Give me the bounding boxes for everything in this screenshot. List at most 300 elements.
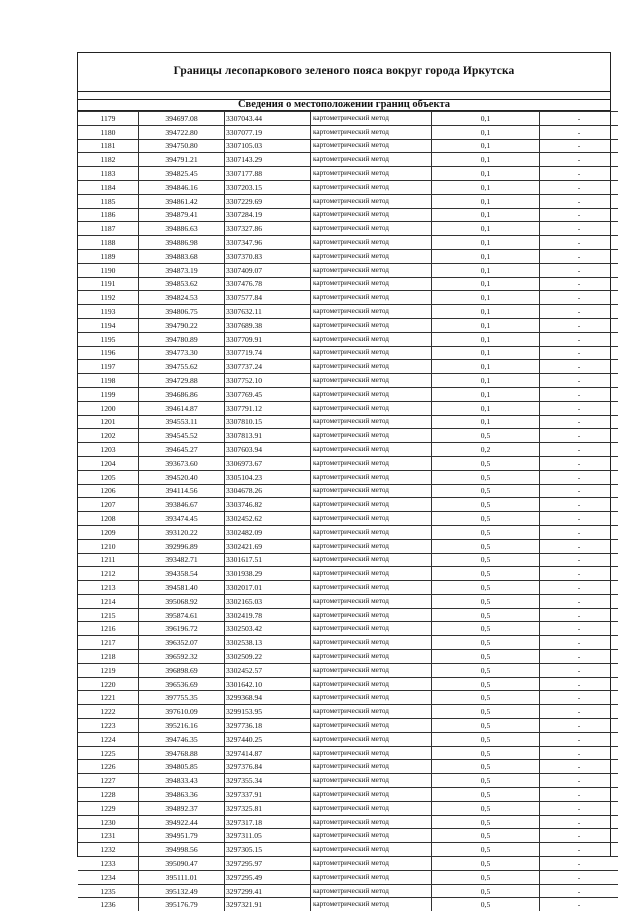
table-row	[78, 719, 618, 733]
point-number-cell: 1187	[78, 222, 139, 236]
table-row	[78, 884, 618, 898]
x-coordinate-cell: 393673.60	[139, 456, 225, 470]
table-row	[78, 387, 618, 401]
accuracy-cell: 0,1	[432, 401, 540, 415]
y-coordinate-cell: 3307476.78	[225, 277, 311, 291]
y-coordinate-cell: 3302509.22	[225, 650, 311, 664]
x-coordinate-cell: 394879.41	[139, 208, 225, 222]
description-cell: -	[540, 650, 619, 664]
table-row	[78, 677, 618, 691]
description-cell: -	[540, 167, 619, 181]
method-cell: картометрический метод	[311, 594, 432, 608]
point-number-cell: 1224	[78, 732, 139, 746]
x-coordinate-cell: 393474.45	[139, 512, 225, 526]
y-coordinate-cell: 3306973.67	[225, 456, 311, 470]
point-number-cell: 1181	[78, 139, 139, 153]
accuracy-cell: 0,1	[432, 360, 540, 374]
method-cell: картометрический метод	[311, 677, 432, 691]
x-coordinate-cell: 397610.09	[139, 705, 225, 719]
method-cell: картометрический метод	[311, 705, 432, 719]
y-coordinate-cell: 3305104.23	[225, 470, 311, 484]
description-cell: -	[540, 236, 619, 250]
table-row	[78, 870, 618, 884]
point-number-cell: 1184	[78, 180, 139, 194]
document-title: Границы лесопаркового зеленого пояса вокруг города Иркутска	[78, 65, 610, 77]
description-cell: -	[540, 456, 619, 470]
x-coordinate-cell: 394755.62	[139, 360, 225, 374]
method-cell: картометрический метод	[311, 801, 432, 815]
method-cell: картометрический метод	[311, 112, 432, 126]
method-cell: картометрический метод	[311, 374, 432, 388]
accuracy-cell: 0,1	[432, 236, 540, 250]
method-cell: картометрический метод	[311, 236, 432, 250]
description-cell: -	[540, 884, 619, 898]
x-coordinate-cell: 394686.86	[139, 387, 225, 401]
title-row	[78, 53, 610, 92]
point-number-cell: 1204	[78, 456, 139, 470]
table-row	[78, 829, 618, 843]
table-row	[78, 553, 618, 567]
accuracy-cell: 0,1	[432, 208, 540, 222]
point-number-cell: 1210	[78, 539, 139, 553]
method-cell: картометрический метод	[311, 249, 432, 263]
accuracy-cell: 0,1	[432, 263, 540, 277]
description-cell: -	[540, 512, 619, 526]
accuracy-cell: 0,1	[432, 291, 540, 305]
description-cell: -	[540, 263, 619, 277]
point-number-cell: 1205	[78, 470, 139, 484]
accuracy-cell: 0,5	[432, 677, 540, 691]
point-number-cell: 1194	[78, 318, 139, 332]
point-number-cell: 1185	[78, 194, 139, 208]
table-row	[78, 470, 618, 484]
x-coordinate-cell: 394773.30	[139, 346, 225, 360]
point-number-cell: 1214	[78, 594, 139, 608]
description-cell: -	[540, 801, 619, 815]
y-coordinate-cell: 3301617.51	[225, 553, 311, 567]
x-coordinate-cell: 394750.80	[139, 139, 225, 153]
method-cell: картометрический метод	[311, 194, 432, 208]
table-row	[78, 512, 618, 526]
method-cell: картометрический метод	[311, 636, 432, 650]
accuracy-cell: 0,5	[432, 801, 540, 815]
method-cell: картометрический метод	[311, 360, 432, 374]
method-cell: картометрический метод	[311, 815, 432, 829]
point-number-cell: 1236	[78, 898, 139, 911]
x-coordinate-cell: 396196.72	[139, 622, 225, 636]
y-coordinate-cell: 3307791.12	[225, 401, 311, 415]
table-row	[78, 443, 618, 457]
table-row	[78, 180, 618, 194]
table-row	[78, 249, 618, 263]
y-coordinate-cell: 3307719.74	[225, 346, 311, 360]
accuracy-cell: 0,1	[432, 318, 540, 332]
table-row	[78, 815, 618, 829]
x-coordinate-cell: 394553.11	[139, 415, 225, 429]
method-cell: картометрический метод	[311, 208, 432, 222]
point-number-cell: 1215	[78, 608, 139, 622]
accuracy-cell: 0,5	[432, 870, 540, 884]
y-coordinate-cell: 3304678.26	[225, 484, 311, 498]
table-row	[78, 567, 618, 581]
method-cell: картометрический метод	[311, 691, 432, 705]
method-cell: картометрический метод	[311, 663, 432, 677]
point-number-cell: 1183	[78, 167, 139, 181]
method-cell: картометрический метод	[311, 180, 432, 194]
table-row	[78, 898, 618, 911]
method-cell: картометрический метод	[311, 746, 432, 760]
description-cell: -	[540, 636, 619, 650]
table-row	[78, 167, 618, 181]
description-cell: -	[540, 774, 619, 788]
y-coordinate-cell: 3302452.62	[225, 512, 311, 526]
description-cell: -	[540, 732, 619, 746]
point-number-cell: 1216	[78, 622, 139, 636]
y-coordinate-cell: 3297376.84	[225, 760, 311, 774]
table-row	[78, 732, 618, 746]
x-coordinate-cell: 393482.71	[139, 553, 225, 567]
accuracy-cell: 0,5	[432, 898, 540, 911]
subtitle-row	[78, 100, 610, 111]
description-cell: -	[540, 401, 619, 415]
y-coordinate-cell: 3307203.15	[225, 180, 311, 194]
y-coordinate-cell: 3302017.01	[225, 581, 311, 595]
table-row	[78, 208, 618, 222]
y-coordinate-cell: 3307632.11	[225, 305, 311, 319]
description-cell: -	[540, 112, 619, 126]
x-coordinate-cell: 396898.69	[139, 663, 225, 677]
accuracy-cell: 0,1	[432, 332, 540, 346]
table-row	[78, 581, 618, 595]
x-coordinate-cell: 392996.89	[139, 539, 225, 553]
table-row	[78, 194, 618, 208]
x-coordinate-cell: 394722.80	[139, 125, 225, 139]
description-cell: -	[540, 581, 619, 595]
table-row	[78, 746, 618, 760]
y-coordinate-cell: 3307577.84	[225, 291, 311, 305]
accuracy-cell: 0,5	[432, 594, 540, 608]
y-coordinate-cell: 3307077.19	[225, 125, 311, 139]
x-coordinate-cell: 394645.27	[139, 443, 225, 457]
description-cell: -	[540, 180, 619, 194]
accuracy-cell: 0,1	[432, 222, 540, 236]
description-cell: -	[540, 594, 619, 608]
point-number-cell: 1192	[78, 291, 139, 305]
description-cell: -	[540, 291, 619, 305]
accuracy-cell: 0,5	[432, 498, 540, 512]
y-coordinate-cell: 3302503.42	[225, 622, 311, 636]
description-cell: -	[540, 843, 619, 857]
method-cell: картометрический метод	[311, 415, 432, 429]
description-cell: -	[540, 677, 619, 691]
accuracy-cell: 0,5	[432, 456, 540, 470]
x-coordinate-cell: 394768.88	[139, 746, 225, 760]
point-number-cell: 1188	[78, 236, 139, 250]
method-cell: картометрический метод	[311, 843, 432, 857]
x-coordinate-cell: 394790.22	[139, 318, 225, 332]
table-row	[78, 374, 618, 388]
x-coordinate-cell: 395216.16	[139, 719, 225, 733]
table-row	[78, 415, 618, 429]
point-number-cell: 1202	[78, 429, 139, 443]
method-cell: картометрический метод	[311, 567, 432, 581]
method-cell: картометрический метод	[311, 139, 432, 153]
point-number-cell: 1190	[78, 263, 139, 277]
table-row	[78, 139, 618, 153]
point-number-cell: 1197	[78, 360, 139, 374]
y-coordinate-cell: 3297295.97	[225, 857, 311, 871]
description-cell: -	[540, 139, 619, 153]
x-coordinate-cell: 394824.53	[139, 291, 225, 305]
method-cell: картометрический метод	[311, 305, 432, 319]
table-row	[78, 705, 618, 719]
method-cell: картометрический метод	[311, 884, 432, 898]
x-coordinate-cell: 394697.08	[139, 112, 225, 126]
x-coordinate-cell: 395090.47	[139, 857, 225, 871]
point-number-cell: 1235	[78, 884, 139, 898]
y-coordinate-cell: 3307813.91	[225, 429, 311, 443]
description-cell: -	[540, 429, 619, 443]
x-coordinate-cell: 394886.63	[139, 222, 225, 236]
point-number-cell: 1222	[78, 705, 139, 719]
accuracy-cell: 0,5	[432, 581, 540, 595]
table-row	[78, 636, 618, 650]
method-cell: картометрический метод	[311, 167, 432, 181]
y-coordinate-cell: 3307409.07	[225, 263, 311, 277]
y-coordinate-cell: 3307043.44	[225, 112, 311, 126]
x-coordinate-cell: 394883.68	[139, 249, 225, 263]
point-number-cell: 1200	[78, 401, 139, 415]
accuracy-cell: 0,5	[432, 622, 540, 636]
accuracy-cell: 0,5	[432, 553, 540, 567]
point-number-cell: 1201	[78, 415, 139, 429]
x-coordinate-cell: 394873.19	[139, 263, 225, 277]
description-cell: -	[540, 663, 619, 677]
accuracy-cell: 0,5	[432, 884, 540, 898]
accuracy-cell: 0,5	[432, 663, 540, 677]
method-cell: картометрический метод	[311, 870, 432, 884]
method-cell: картометрический метод	[311, 829, 432, 843]
method-cell: картометрический метод	[311, 650, 432, 664]
x-coordinate-cell: 394729.88	[139, 374, 225, 388]
description-cell: -	[540, 318, 619, 332]
x-coordinate-cell: 396536.69	[139, 677, 225, 691]
y-coordinate-cell: 3307327.86	[225, 222, 311, 236]
x-coordinate-cell: 394581.40	[139, 581, 225, 595]
accuracy-cell: 0,5	[432, 857, 540, 871]
method-cell: картометрический метод	[311, 608, 432, 622]
y-coordinate-cell: 3297440.25	[225, 732, 311, 746]
point-number-cell: 1207	[78, 498, 139, 512]
table-row	[78, 318, 618, 332]
x-coordinate-cell: 395874.61	[139, 608, 225, 622]
y-coordinate-cell: 3297414.87	[225, 746, 311, 760]
x-coordinate-cell: 394806.75	[139, 305, 225, 319]
description-cell: -	[540, 857, 619, 871]
document-frame	[77, 52, 611, 857]
y-coordinate-cell: 3302165.03	[225, 594, 311, 608]
table-row	[78, 346, 618, 360]
y-coordinate-cell: 3297299.41	[225, 884, 311, 898]
coordinates-table-body	[78, 112, 618, 911]
description-cell: -	[540, 815, 619, 829]
section-subtitle: Сведения о местоположении границ объекта	[78, 99, 610, 110]
description-cell: -	[540, 498, 619, 512]
method-cell: картометрический метод	[311, 898, 432, 911]
y-coordinate-cell: 3307603.94	[225, 443, 311, 457]
y-coordinate-cell: 3307284.19	[225, 208, 311, 222]
table-row	[78, 774, 618, 788]
accuracy-cell: 0,1	[432, 180, 540, 194]
x-coordinate-cell: 394892.37	[139, 801, 225, 815]
method-cell: картометрический метод	[311, 581, 432, 595]
description-cell: -	[540, 222, 619, 236]
description-cell: -	[540, 829, 619, 843]
point-number-cell: 1180	[78, 125, 139, 139]
accuracy-cell: 0,5	[432, 705, 540, 719]
accuracy-cell: 0,5	[432, 539, 540, 553]
method-cell: картометрический метод	[311, 456, 432, 470]
method-cell: картометрический метод	[311, 222, 432, 236]
description-cell: -	[540, 870, 619, 884]
accuracy-cell: 0,1	[432, 415, 540, 429]
x-coordinate-cell: 394746.35	[139, 732, 225, 746]
y-coordinate-cell: 3307689.38	[225, 318, 311, 332]
x-coordinate-cell: 395132.49	[139, 884, 225, 898]
description-cell: -	[540, 484, 619, 498]
table-row	[78, 691, 618, 705]
y-coordinate-cell: 3297325.81	[225, 801, 311, 815]
x-coordinate-cell: 394545.52	[139, 429, 225, 443]
point-number-cell: 1196	[78, 346, 139, 360]
description-cell: -	[540, 346, 619, 360]
description-cell: -	[540, 153, 619, 167]
point-number-cell: 1219	[78, 663, 139, 677]
accuracy-cell: 0,1	[432, 153, 540, 167]
table-row	[78, 498, 618, 512]
point-number-cell: 1221	[78, 691, 139, 705]
table-row	[78, 236, 618, 250]
description-cell: -	[540, 691, 619, 705]
x-coordinate-cell: 396352.07	[139, 636, 225, 650]
description-cell: -	[540, 470, 619, 484]
x-coordinate-cell: 395176.79	[139, 898, 225, 911]
y-coordinate-cell: 3299368.94	[225, 691, 311, 705]
x-coordinate-cell: 394614.87	[139, 401, 225, 415]
y-coordinate-cell: 3307370.83	[225, 249, 311, 263]
point-number-cell: 1186	[78, 208, 139, 222]
y-coordinate-cell: 3297337.91	[225, 788, 311, 802]
description-cell: -	[540, 360, 619, 374]
point-number-cell: 1198	[78, 374, 139, 388]
point-number-cell: 1230	[78, 815, 139, 829]
description-cell: -	[540, 788, 619, 802]
table-row	[78, 525, 618, 539]
x-coordinate-cell: 395068.92	[139, 594, 225, 608]
method-cell: картометрический метод	[311, 857, 432, 871]
table-row	[78, 429, 618, 443]
description-cell: -	[540, 553, 619, 567]
description-cell: -	[540, 705, 619, 719]
accuracy-cell: 0,5	[432, 567, 540, 581]
x-coordinate-cell: 394825.45	[139, 167, 225, 181]
method-cell: картометрический метод	[311, 484, 432, 498]
description-cell: -	[540, 898, 619, 911]
point-number-cell: 1234	[78, 870, 139, 884]
x-coordinate-cell: 394358.54	[139, 567, 225, 581]
point-number-cell: 1189	[78, 249, 139, 263]
description-cell: -	[540, 305, 619, 319]
method-cell: картометрический метод	[311, 553, 432, 567]
accuracy-cell: 0,5	[432, 525, 540, 539]
point-number-cell: 1218	[78, 650, 139, 664]
method-cell: картометрический метод	[311, 318, 432, 332]
table-row	[78, 401, 618, 415]
accuracy-cell: 0,1	[432, 125, 540, 139]
y-coordinate-cell: 3302452.57	[225, 663, 311, 677]
table-row	[78, 125, 618, 139]
table-row	[78, 263, 618, 277]
y-coordinate-cell: 3297736.18	[225, 719, 311, 733]
accuracy-cell: 0,1	[432, 112, 540, 126]
accuracy-cell: 0,5	[432, 719, 540, 733]
method-cell: картометрический метод	[311, 525, 432, 539]
table-row	[78, 277, 618, 291]
description-cell: -	[540, 608, 619, 622]
method-cell: картометрический метод	[311, 387, 432, 401]
x-coordinate-cell: 394922.44	[139, 815, 225, 829]
table-row	[78, 305, 618, 319]
point-number-cell: 1226	[78, 760, 139, 774]
table-row	[78, 622, 618, 636]
table-row	[78, 360, 618, 374]
accuracy-cell: 0,5	[432, 650, 540, 664]
description-cell: -	[540, 622, 619, 636]
description-cell: -	[540, 194, 619, 208]
x-coordinate-cell: 394805.85	[139, 760, 225, 774]
y-coordinate-cell: 3307229.69	[225, 194, 311, 208]
accuracy-cell: 0,1	[432, 139, 540, 153]
accuracy-cell: 0,5	[432, 691, 540, 705]
description-cell: -	[540, 760, 619, 774]
method-cell: картометрический метод	[311, 291, 432, 305]
method-cell: картометрический метод	[311, 774, 432, 788]
point-number-cell: 1231	[78, 829, 139, 843]
point-number-cell: 1228	[78, 788, 139, 802]
y-coordinate-cell: 3297305.15	[225, 843, 311, 857]
point-number-cell: 1179	[78, 112, 139, 126]
y-coordinate-cell: 3297317.18	[225, 815, 311, 829]
description-cell: -	[540, 332, 619, 346]
y-coordinate-cell: 3297355.34	[225, 774, 311, 788]
point-number-cell: 1208	[78, 512, 139, 526]
method-cell: картометрический метод	[311, 346, 432, 360]
table-row	[78, 222, 618, 236]
accuracy-cell: 0,1	[432, 249, 540, 263]
table-row	[78, 801, 618, 815]
accuracy-cell: 0,5	[432, 760, 540, 774]
accuracy-cell: 0,5	[432, 732, 540, 746]
description-cell: -	[540, 277, 619, 291]
y-coordinate-cell: 3297311.05	[225, 829, 311, 843]
description-cell: -	[540, 208, 619, 222]
accuracy-cell: 0,5	[432, 484, 540, 498]
x-coordinate-cell: 394861.42	[139, 194, 225, 208]
x-coordinate-cell: 396592.32	[139, 650, 225, 664]
y-coordinate-cell: 3302482.09	[225, 525, 311, 539]
x-coordinate-cell: 395111.01	[139, 870, 225, 884]
x-coordinate-cell: 394780.89	[139, 332, 225, 346]
